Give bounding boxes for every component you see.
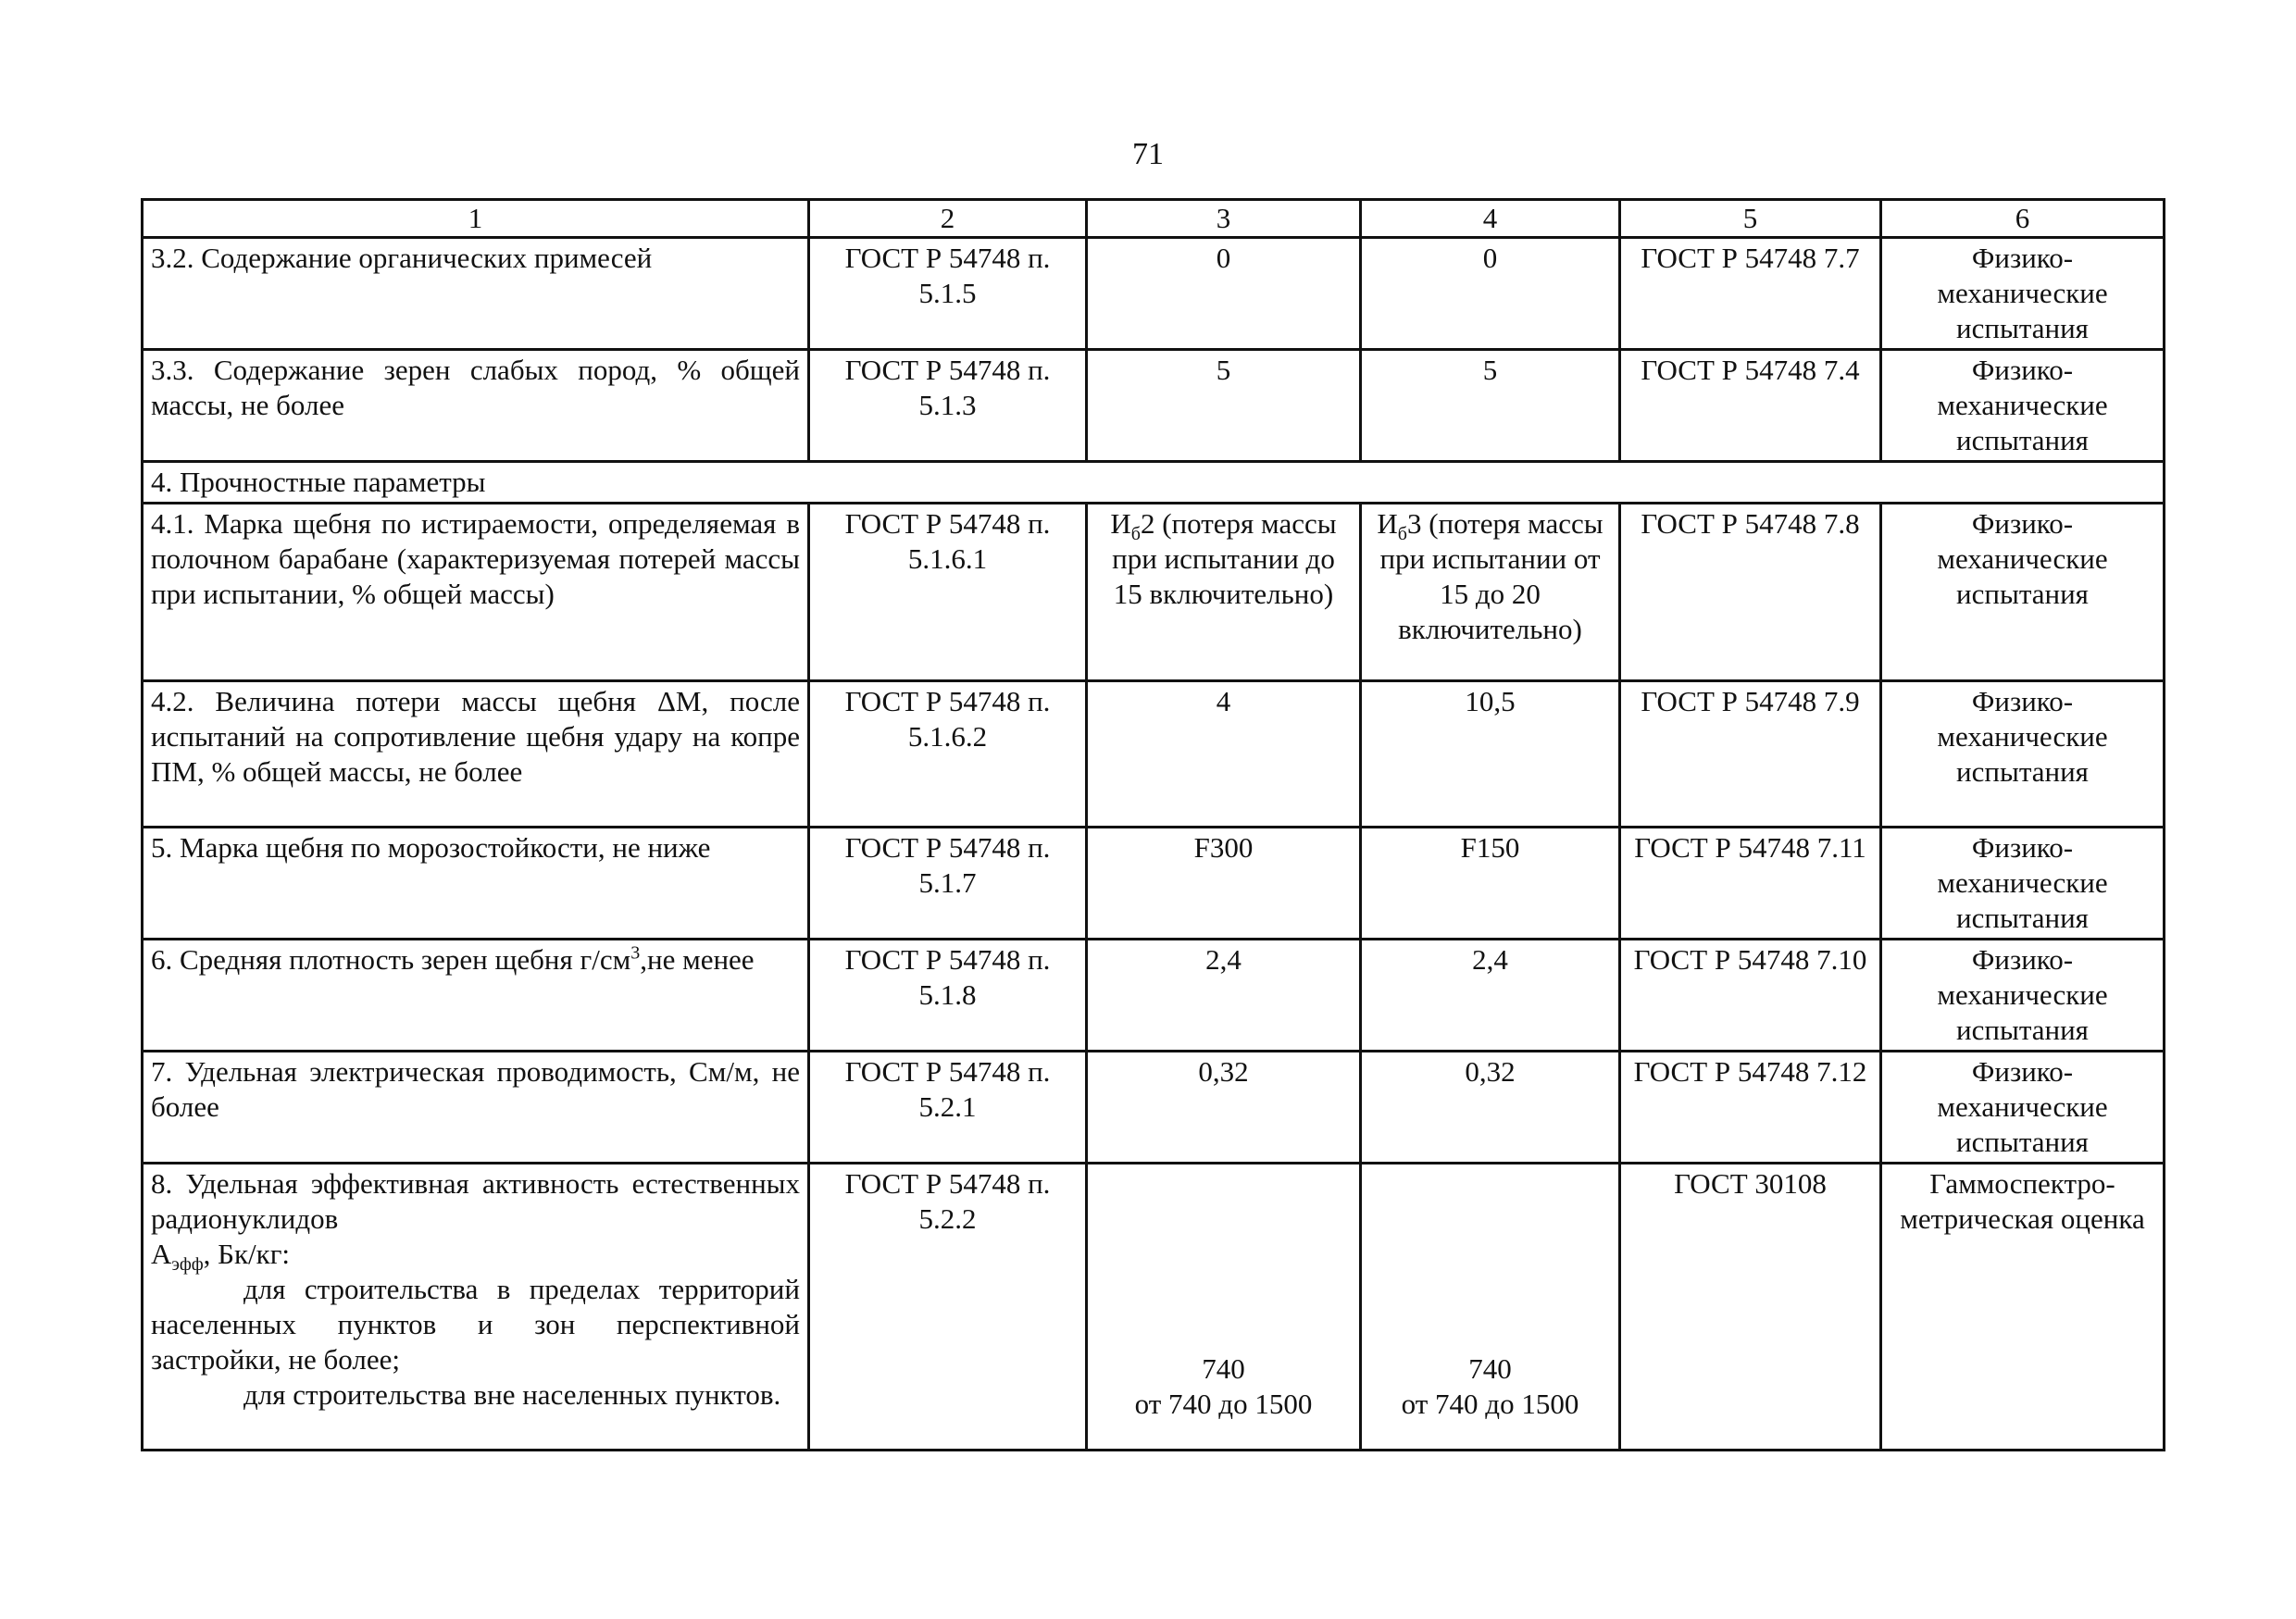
name-superscript: 3	[630, 942, 641, 964]
value-subscript: б	[1130, 524, 1141, 545]
parameter-name: 3.2. Содержание органических примесей	[143, 238, 809, 350]
value-prefix: И	[1110, 507, 1131, 540]
spacer	[1369, 1166, 1611, 1259]
value-col4: 10,5	[1361, 681, 1620, 828]
header-cell: 5	[1620, 200, 1881, 238]
name-line: для строительства вне населенных пунктов.	[243, 1378, 781, 1411]
table-row	[143, 681, 2165, 828]
spacer	[1095, 1259, 1352, 1351]
name-subscript: эфф	[171, 1254, 204, 1276]
spacer	[1095, 1166, 1352, 1259]
header-cell: 2	[809, 200, 1087, 238]
test-method: ГОСТ Р 54748 7.8	[1620, 504, 1881, 681]
value-col3	[1087, 1164, 1361, 1451]
name-line	[151, 1237, 800, 1276]
table-row	[143, 350, 2165, 462]
table-row	[143, 504, 2165, 681]
parameter-name	[143, 1164, 809, 1451]
value-text: 3 (потеря массы при испытании от 15 до 20 включительно)	[1379, 507, 1603, 645]
value-col4: 0,32	[1361, 1052, 1620, 1164]
value-line: от 740 до 1500	[1134, 1388, 1313, 1420]
standard-reference: ГОСТ Р 54748 п. 5.1.8	[809, 940, 1087, 1052]
test-type: Физико-механические испытания	[1881, 350, 2165, 462]
value-col4: 2,4	[1361, 940, 1620, 1052]
value-col3: 2,4	[1087, 940, 1361, 1052]
test-method: ГОСТ Р 54748 7.10	[1620, 940, 1881, 1052]
test-type: Физико-механические испытания	[1881, 238, 2165, 350]
table-row	[143, 1164, 2165, 1451]
name-text: 6. Средняя плотность зерен щебня г/см	[151, 943, 631, 976]
requirements-table	[141, 198, 2165, 1451]
value-col3: 0,32	[1087, 1052, 1361, 1164]
header-cell: 1	[143, 200, 809, 238]
standard-reference: ГОСТ Р 54748 п. 5.1.6.1	[809, 504, 1087, 681]
table-row	[143, 828, 2165, 940]
test-method: ГОСТ Р 54748 7.9	[1620, 681, 1881, 828]
name-line: 8. Удельная эффективная активность естественных радионуклидов	[151, 1167, 800, 1235]
table-header-row	[143, 200, 2165, 238]
value-line: 740	[1468, 1352, 1512, 1385]
parameter-name: 5. Марка щебня по морозостойкости, не ниже	[143, 828, 809, 940]
standard-reference: ГОСТ Р 54748 п. 5.1.6.2	[809, 681, 1087, 828]
value-col3: F300	[1087, 828, 1361, 940]
standard-reference: ГОСТ Р 54748 п. 5.2.1	[809, 1052, 1087, 1164]
header-cell: 3	[1087, 200, 1361, 238]
test-method: ГОСТ Р 54748 7.11	[1620, 828, 1881, 940]
header-cell: 6	[1881, 200, 2165, 238]
test-type: Физико-механические испытания	[1881, 504, 2165, 681]
name-text: ,не менее	[640, 943, 755, 976]
parameter-name	[143, 940, 809, 1052]
standard-reference: ГОСТ Р 54748 п. 5.1.7	[809, 828, 1087, 940]
value-col4	[1361, 1164, 1620, 1451]
value-line: от 740 до 1500	[1401, 1388, 1579, 1420]
parameter-name: 4.1. Марка щебня по истираемости, определяемая в полочном барабане (характеризуемая потерей массы при испытании, % общей массы)	[143, 504, 809, 681]
value-prefix: И	[1377, 507, 1398, 540]
test-type: Гаммоспектро-метрическая оценка	[1881, 1164, 2165, 1451]
test-method: ГОСТ Р 54748 7.7	[1620, 238, 1881, 350]
test-method: ГОСТ Р 54748 7.4	[1620, 350, 1881, 462]
value-subscript: б	[1397, 524, 1407, 545]
page-number: 71	[1132, 137, 1164, 171]
value-col4: 0	[1361, 238, 1620, 350]
value-col3: 5	[1087, 350, 1361, 462]
value-col4: F150	[1361, 828, 1620, 940]
value-col4	[1361, 504, 1620, 681]
parameter-name: 7. Удельная электрическая проводимость, См/м, не более	[143, 1052, 809, 1164]
section-row	[143, 462, 2165, 504]
parameter-name: 3.3. Содержание зерен слабых пород, % общей массы, не более	[143, 350, 809, 462]
test-type: Физико-механические испытания	[1881, 1052, 2165, 1164]
table-row	[143, 1052, 2165, 1164]
test-method: ГОСТ Р 54748 7.12	[1620, 1052, 1881, 1164]
standard-reference: ГОСТ Р 54748 п. 5.1.5	[809, 238, 1087, 350]
name-text: , Бк/кг:	[203, 1238, 291, 1270]
value-text: 2 (потеря массы при испытании до 15 включительно)	[1112, 507, 1337, 610]
test-type: Физико-механические испытания	[1881, 681, 2165, 828]
value-col3	[1087, 504, 1361, 681]
header-cell: 4	[1361, 200, 1620, 238]
table-row	[143, 238, 2165, 350]
value-col3: 0	[1087, 238, 1361, 350]
parameter-name: 4.2. Величина потери массы щебня ΔМ, после испытаний на сопротивление щебня удару на копре ПМ, % общей массы, не более	[143, 681, 809, 828]
section-title: 4. Прочностные параметры	[143, 462, 2165, 504]
test-type: Физико-механические испытания	[1881, 828, 2165, 940]
value-col4: 5	[1361, 350, 1620, 462]
spacer	[1369, 1259, 1611, 1351]
value-line: 740	[1202, 1352, 1245, 1385]
name-line: для строительства в пределах территорий населенных пунктов и зон перспективной застройки, не более;	[151, 1273, 800, 1376]
value-col3: 4	[1087, 681, 1361, 828]
test-method: ГОСТ 30108	[1620, 1164, 1881, 1451]
standard-reference: ГОСТ Р 54748 п. 5.1.3	[809, 350, 1087, 462]
standard-reference: ГОСТ Р 54748 п. 5.2.2	[809, 1164, 1087, 1451]
name-text: А	[151, 1238, 172, 1270]
table-row	[143, 940, 2165, 1052]
test-type: Физико-механические испытания	[1881, 940, 2165, 1052]
